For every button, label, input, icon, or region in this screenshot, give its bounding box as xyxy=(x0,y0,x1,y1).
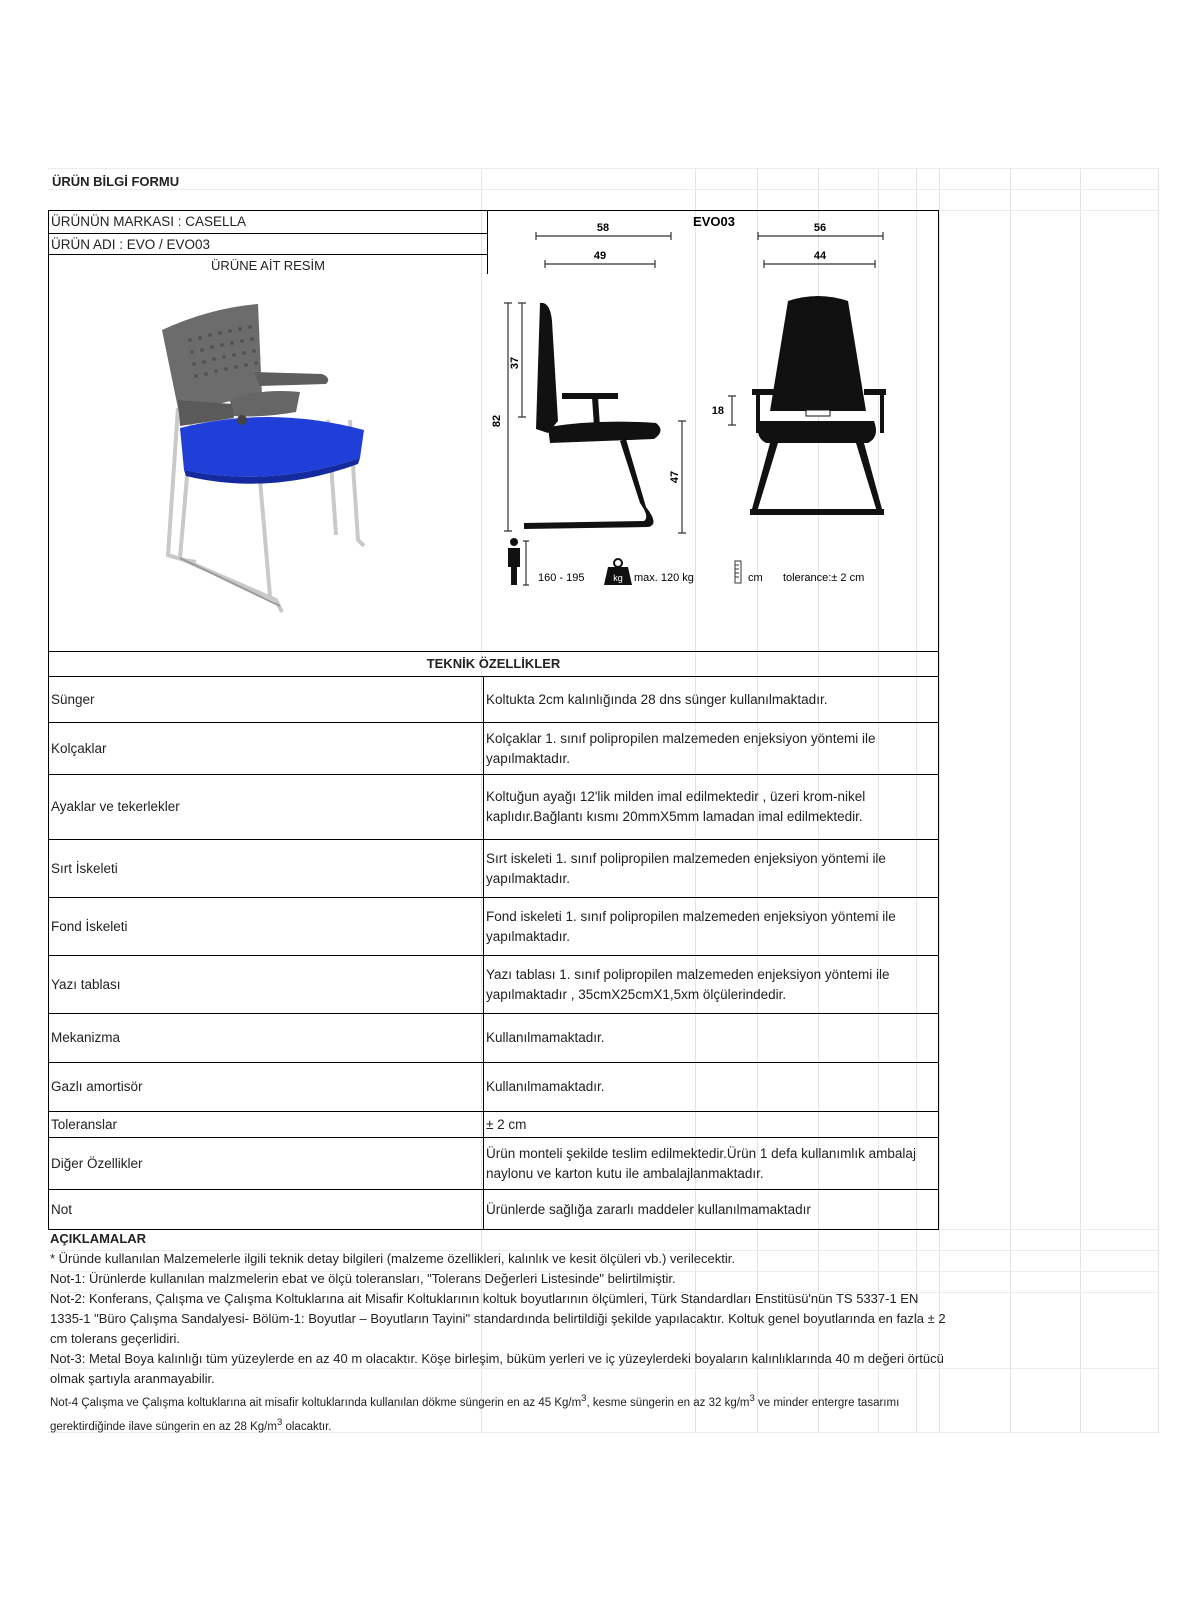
dim-front-top: 56 xyxy=(813,222,827,234)
chair-product-image xyxy=(150,300,390,620)
spec-key: Kolçaklar xyxy=(49,723,484,775)
spec-key: Toleranslar xyxy=(49,1112,484,1138)
spec-key: Yazı tablası xyxy=(49,956,484,1014)
note-4: Not-4 Çalışma ve Çalışma koltuklarına ait misafir koltuklarında kullanılan dökme süngerin en az 45 $Kg/m^3$, kesme süngerin en az 32 $kg/m^3$ ve minder entergre tasarımı gerektirdiğinde ilave süngerin en az 28 $Kg/m^3$ olacaktır. xyxy=(50,1393,900,1433)
spec-value: Yazı tablası 1. sınıf polipropilen malzemeden enjeksiyon yöntemi ile yapılmaktadır , 35cmX25cmX1,5xm ölçülerindedir. xyxy=(484,956,939,1014)
notes-title: AÇIKLAMALAR xyxy=(50,1231,147,1246)
dim-arm-height: 18 xyxy=(711,405,724,417)
table-row xyxy=(49,840,939,898)
note-1: Not-1: Ürünlerde kullanılan malzmelerin ebat ve ölçü toleransları, "Tolerans Değerleri Listesinde" belirtilmiştir. xyxy=(50,1271,676,1286)
note-2: Not-2: Konferans, Çalışma ve Çalışma Koltuklarına ait Misafir Koltuklarının koltuk boyutlarının ölçümleri, Türk Standardları Enstitüsü'nün TS 5337-1 EN 1335-1 "Büro Çalışma Sandalyesi- Bölüm-1: Boyutlar – Boyutların Tayini" standardında belirtildiği şekilde yapılacaktır. Koltuk genel boyutlarında en fazla ± 2 cm tolerans geçerlidiri. xyxy=(50,1291,946,1346)
spec-key: Diğer Özellikler xyxy=(49,1138,484,1190)
tolerance-label: tolerance:± 2 cm xyxy=(783,572,865,584)
kg-icon-label: kg xyxy=(613,573,623,583)
specs-table xyxy=(48,651,939,1230)
spec-value: Kullanılmamaktadır. xyxy=(484,1063,939,1112)
dim-side-seat: 49 xyxy=(593,250,607,262)
unit-label: cm xyxy=(748,572,763,584)
table-row xyxy=(49,677,939,723)
box-border xyxy=(48,254,488,255)
table-row xyxy=(49,898,939,956)
spec-value: Fond iskeleti 1. sınıf polipropilen malzemeden enjeksiyon yöntemi ile yapılmaktadır. xyxy=(484,898,939,956)
spec-key: Fond İskeleti xyxy=(49,898,484,956)
brand-label: ÜRÜNÜN MARKASI : CASELLA xyxy=(51,214,247,229)
person-icon xyxy=(508,538,529,585)
spec-key: Mekanizma xyxy=(49,1014,484,1063)
spec-value: Kullanılmamaktadır. xyxy=(484,1014,939,1063)
grid-line xyxy=(48,189,1158,190)
spec-value: ± 2 cm xyxy=(484,1112,939,1138)
model-code: EVO03 xyxy=(693,214,735,229)
box-border xyxy=(938,210,939,651)
grid-line xyxy=(1158,168,1159,1433)
person-range: 160 - 195 xyxy=(538,572,585,584)
table-row xyxy=(49,1014,939,1063)
dim-back-height: 37 xyxy=(509,356,521,370)
spec-key: Not xyxy=(49,1190,484,1230)
dim-seat-height: 47 xyxy=(669,470,681,484)
table-row xyxy=(49,775,939,840)
table-row xyxy=(49,723,939,775)
form-title: ÜRÜN BİLGİ FORMU xyxy=(52,174,180,189)
spec-value: Ürünlerde sağlığa zararlı maddeler kullanılmamaktadır xyxy=(484,1190,939,1230)
spec-value: Kolçaklar 1. sınıf polipropilen malzemeden enjeksiyon yöntemi ile yapılmaktadır. xyxy=(484,723,939,775)
armrest xyxy=(254,372,328,386)
note-3: Not-3: Metal Boya kalınlığı tüm yüzeylerde en az 40 m olacaktır. Köşe birleşim, büküm yerleri ve iç yüzeylerdeki boyaların kalınlıklarında 40 m değeri örtücü olmak şartıyla aranmayabilir. xyxy=(50,1351,944,1386)
ruler-icon xyxy=(735,561,741,583)
spec-value: Koltuğun ayağı 12'lik milden imal edilmektedir , üzeri krom-nikel kaplıdır.Bağlantı kısmı 20mmX5mm lamadan imal edilmektedir. xyxy=(484,775,939,840)
spec-value: Koltukta 2cm kalınlığında 28 dns sünger kullanılmaktadır. xyxy=(484,677,939,723)
note-general: * Üründe kullanılan Malzemelerle ilgili teknik detay bilgileri (malzeme özellikleri, kalınlık ve kesit ölçüleri vb.) verilecektir. xyxy=(50,1251,735,1266)
spec-value: Ürün monteli şekilde teslim edilmektedir.Ürün 1 defa kullanımlık ambalaj naylonu ve karton kutu ile ambalajlanmaktadır. xyxy=(484,1138,939,1190)
notes-section xyxy=(50,1229,950,1437)
table-row xyxy=(49,1190,939,1230)
spec-key: Sünger xyxy=(49,677,484,723)
box-border xyxy=(48,210,49,651)
side-view-chair xyxy=(524,303,661,529)
spec-key: Ayaklar ve tekerlekler xyxy=(49,775,484,840)
table-row xyxy=(49,956,939,1014)
grid-line xyxy=(1010,168,1011,1433)
table-row xyxy=(49,1138,939,1190)
front-view-chair xyxy=(750,296,886,515)
box-border xyxy=(48,233,488,234)
spec-key: Sırt İskeleti xyxy=(49,840,484,898)
specs-header-row xyxy=(49,652,939,677)
product-name-label: ÜRÜN ADI : EVO / EVO03 xyxy=(51,237,211,252)
image-label: ÜRÜNE AİT RESİM xyxy=(211,258,325,273)
specs-header: TEKNİK ÖZELLİKLER xyxy=(49,652,939,677)
table-row xyxy=(49,1112,939,1138)
grid-line xyxy=(1080,168,1081,1433)
grid-line xyxy=(48,168,1158,169)
dim-total-height: 82 xyxy=(491,414,503,428)
spec-value: Sırt iskeleti 1. sınıf polipropilen malzemeden enjeksiyon yöntemi ile yapılmaktadır. xyxy=(484,840,939,898)
technical-drawing xyxy=(488,211,938,651)
max-load: max. 120 kg xyxy=(634,572,694,584)
weight-icon xyxy=(604,559,632,585)
dim-front-seat: 44 xyxy=(813,250,827,262)
spec-key: Gazlı amortisör xyxy=(49,1063,484,1112)
dim-side-top: 58 xyxy=(596,222,610,234)
table-row xyxy=(49,1063,939,1112)
